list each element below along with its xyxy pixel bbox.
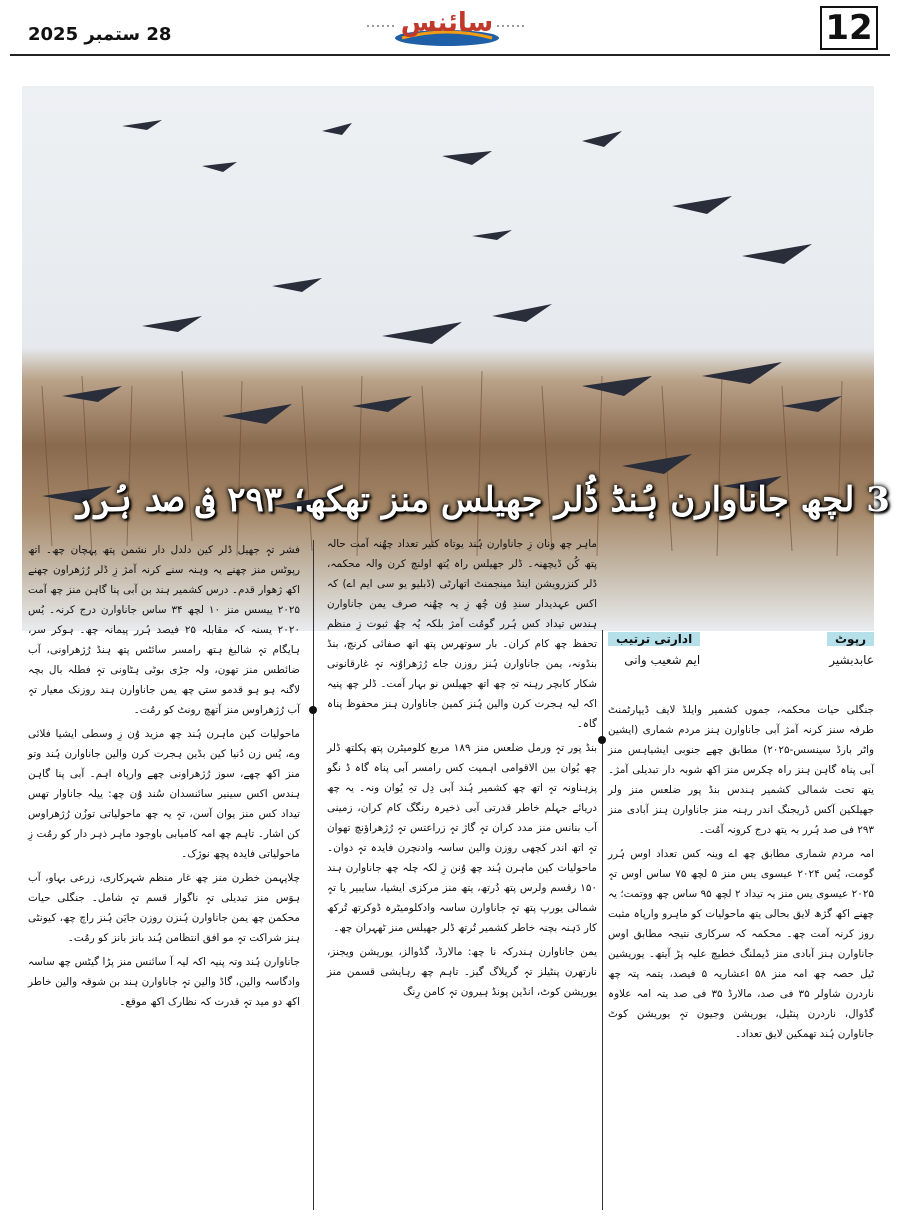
divider-bullet bbox=[309, 706, 317, 714]
divider-bullet bbox=[598, 736, 606, 744]
masthead-logo: سائنس bbox=[400, 8, 494, 38]
paragraph: چلاپہمن خطرن منز چھ غار منظم شہرکاری، زرعی بہاو، آب ہوَس منز تبدیلی تہٕ ناگوار قسم تہٕ شامل۔ جنگلی حیات محکمن چھ یمن جاناوارن ہُنزن روزن جایَن ہُنز راچ چھ، کیونٹی ہنز شراکت تہٕ مو افق انتظامن ہُند بانز بانز کو رمُت۔ bbox=[28, 872, 300, 944]
headline-container bbox=[72, 470, 890, 528]
header-divider bbox=[10, 54, 890, 56]
paragraph: جنگلی حیات محکمہ، جموں کشمیر وایلڈ لایف ڈیپارٹمنٹ طرفہ سنز کرنہ آمژ آبی جاناوارن ہنز مردم شماری (ایشین واٹر بارڈ سینسس-۲۰۲۵) مطابق چھے جنوبی ایشیاہس منز آبی پناہ گاہن ہنز راہ چکرس منز اکھ شوبہ دار تبدیلی آمژ۔ یتھ تحت شمالی کشمیر ہندس بنڈ پور ضلعس منز ولر جھیلکین آکس ڈریجنگ اندر رہنہ منز جاناوارن ہنز آبادی منز ۲۹۳ فی صد ہُرر بہ یتھ درج کرونہ آمُت۔ bbox=[608, 704, 874, 836]
paragraph: جاناوارن ہُند وتہ پنیہ اکہ لیہ آ سائنس منز پڑا گیٹس چھ ساسہ وادگاسہ والین، گاڈ والین تہٕ جاناوارن ہند بن شوقہ والین خاطر اکھ دو مید تہٕ قدرت کہ نظارک اکھ موقع۔ bbox=[28, 956, 300, 1008]
article-column-right bbox=[608, 700, 874, 1210]
issue-date: 28 ستمبر 2025 bbox=[28, 24, 172, 45]
paragraph: فشر تہٕ جھیل ڈلر کین دلدل دار نشمن پتھ پہچان چھ۔ اتھ رپوٹس منز چھنے یہ وہنہ سنے کرنہ آمژ زِ ڈلر رُژھراون چھنے اکھ ژھوار قدم۔ درس کشمیر ہند بن آبی پنا گاہن منز چھ آمت ۲۰۲۵ ییسس منز ۱۰ لچھ ۳۴ ساس جاناوارن درج کرنہ۔ یُس ۲۰۲۰ یسنہ کہ مقابلہ ۲۵ فیصد ہُرر پیمانہ چھ۔ ہوکر سر، ہایگام تہٕ شالبغ ہتھ رامسر سائٹس پتھ ہنڈ رُژھراونی، آب ضائطس منز تھون، ولہ جڑی بوٹی ہٹاونی تہٕ فطلہ بال بچہ لاگنہ ہو ہو قدمو ستۍ چھ یمن جاناوارن ہند روزنک معیار تہٕ آب رُژھراوس منز آتھچ رونٹ کو رمُت۔ bbox=[28, 544, 301, 716]
column-divider-left bbox=[313, 540, 314, 1210]
paragraph: ماحولیات کین ماہرن ہُند چھ مزید وُن زِ وسطی ایشیا فلائی وے، یُس زن دُنیا کین بڈین ہجرت کرن والین جاناوارن ہُند وتو منز اکھ چھے، سوز رُژھراونی چھے وارپاہ اہم۔ آبی پنا گاہن ہندس اکس سینیر سائنسدان سُند وُن چھ: ییلہ جاناوار تھس تیداد کس منز یوان آسن، تہٕ یہ چھ ماحولیاتی توزُن رُژھراوس کن اشار۔ تاہم چھ امہ کامیابی باوجود ماہر ذہر دار کو رمُت زِ ماحولیاتی فایدہ پچھ نوژک۔ bbox=[28, 728, 300, 860]
report-label: رپوٹ bbox=[827, 632, 874, 646]
article-column-middle bbox=[327, 534, 597, 1210]
paragraph: ماہر چھ ونان زِ جاناوارن ہُند یوتاہ کثیر تعداد چھُنہ آمت حالہ پتھ کُن ڈیچھنہ۔ ڈلر جھیلس راہ یُتھ اولنچ کرن والہ محکمہ، ڈلر کنزرویشن اینڈ مینجمنٹ اتھارٹی (ڈبلیو یو سی ایم اے) کہ اکس عہدیدار سندِ وُن چُھ زِ یہ چھُنہ صرف یمن جاناوارن ہندس تیداد کس ہُرر گومُت آمژ بلکہ یُہ چھُ ثبوت زِ منظم تحفظ چھ کام کران۔ بار سوتھرس پتھ اتھ صفائی کرنچ، بنڈ بنڈونہ، یمن جاناوارن ہُنز روزن جاے رُژھراوُنہ تہٕ غارقانونی شکار کابچر رہنہ تہِ چھ اتھ جھیلس نو بہار آمت۔ ڈلر چھ پنیہ اکہ لیہ ہجرت کرن والین ہُنز کمین جاناوارن ہنز محفوظ پناہ گاہ۔ bbox=[327, 538, 597, 730]
byline bbox=[608, 628, 874, 696]
paragraph: بنڈ پور تہٕ ورمل ضلعس منز ۱۸۹ مربع کلومیٹرن پتھ پکلتھ ڈلر چھ یُوان بین الاقوامی اہمیت کس رامسر آبی پناہ گاہ ڈ نگو پزہناونہ تہٕ اتھ چھ کشمیر ہُند آبی دِل تہِ یُوان ونہ۔ یہ چھ دریائے جہلم خاطر قدرتی آبی ذخیرہ رنگگ کام کران، زمینی آب بنانس منز مدد کران تہٕ گاژ تہٕ زراعتس تہٕ رُژھراؤنچ تھوان تہٕ اتھ اندر کچھی روزن والین ساسہ وادنچرن فایدہ تہٕ دوان۔ ماحولیات کین ماہرن ہُند چھ وُنن زِ لکہ چلہ چھ جاناوارن ہند ۱۵۰ رقسم ولرس پتھ دُرتھ، یتھ منز مرکزی ایشیا، سایبیر یا تہٕ شمالی یورپ پتھ تہٕ جاناوارن ساسہ وادکلومیٹرہ ڈوکرتھ تُرکھ کار دَہنہ بچنہ خاطر کشمیر تُرتھ ڈلر جھیلس منز ٹھہران چھ۔ bbox=[327, 742, 597, 934]
article-column-left bbox=[28, 540, 300, 1210]
column-divider-right bbox=[602, 630, 603, 1210]
article-headline: 3 لچھ جاناوارن ہُنڈ ڈُلر جھیلس منز تھکھ؛ ۲۹۳ فی صد ہُرر bbox=[72, 479, 890, 520]
editor-label: ادارتی ترتیب bbox=[608, 632, 700, 646]
reporter-name: عابدبشیر bbox=[829, 653, 874, 667]
paragraph: امہ مردم شماری مطابق چھ اے وینہ کس تعداد اوس ہُرر گومت، یُس ۲۰۲۴ عیسوی یس منز ۵ لچھ ۷۵ ساس اوس تہٕ ۲۰۲۵ عیسوی یس منز یہ تیداد ۲ لچھ ۹۵ ساس چھ ووتمت؛ یہ چھنے اکھ گژھ لایق بحالی یتھ ماحولیات کو ماہرو وارپاہ مثبت روز کرنہ آمت چھ۔ محکمہ کہ سرکاری نتیجہ مطابق اوس جاناوارن ہنز آبادی منز ڈیملنگ خطیچ علیہ پڑ آیتھ۔ یوریشین ٹیل حصہ چھ امہ منز ۵۸ اعشاریہ ۵ فیصد، یتمہ پتہ چھ ناردرن شاولر ۳۵ فی صد، مالارڈ ۳۵ فی صد یتہ امہ علاوہ گڈوال، ناردرن پنٹیل، یوریشن وجیون تہٕ یوریشن کوٹ جاناوارن ہُند تھمکین لایق تعداد۔ bbox=[608, 848, 875, 1040]
paragraph: یمن جاناوارن ہندرکہ نا چھ: مالارڈ، گڈوالز، یوریشن ویجنز، نارتھرن پنٹیلز تہٕ گریلاگ گیز۔ تاہم چھ رہایشی قسمن منز یوریشن کوٹ، انڈین پونڈ ہیرون تہٕ کامن رِنگ bbox=[327, 946, 597, 998]
page-number: 12 bbox=[820, 6, 878, 50]
editor-name: ایم شعیب وانی bbox=[624, 653, 701, 667]
